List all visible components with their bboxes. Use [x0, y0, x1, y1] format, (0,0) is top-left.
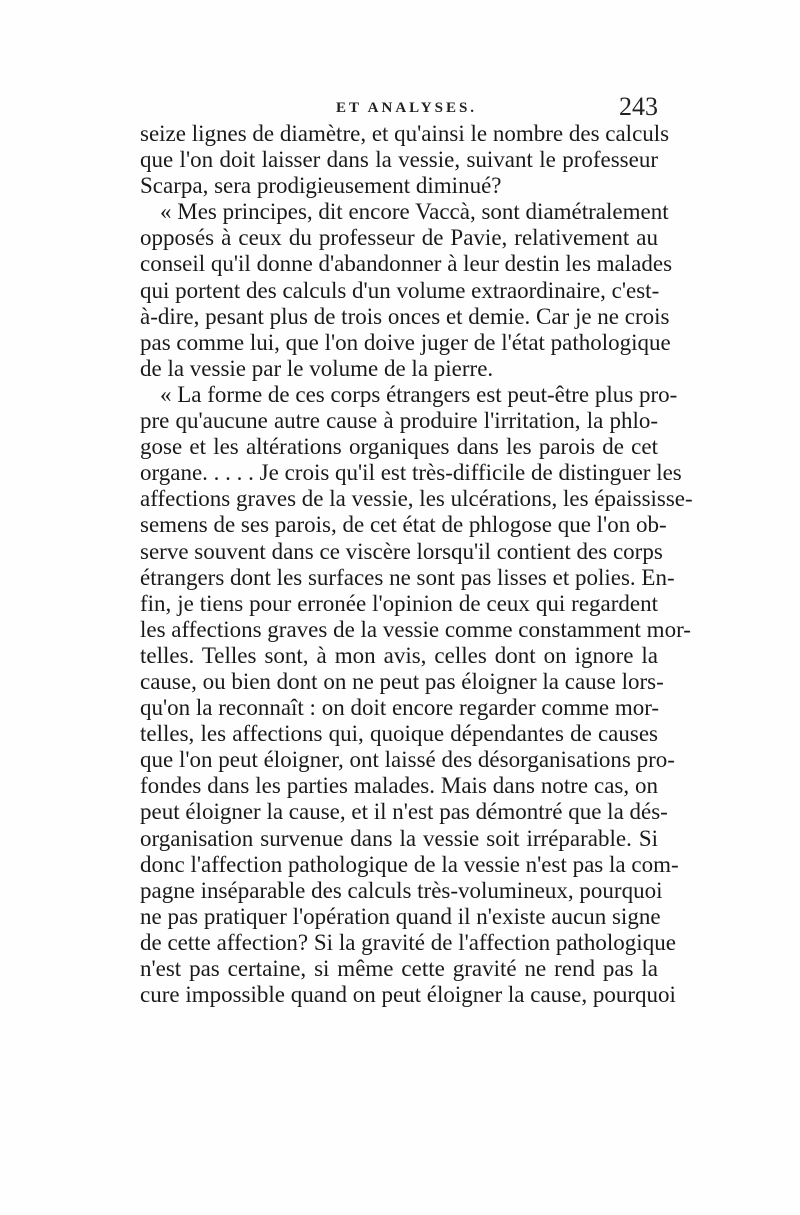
text-line: que l'on doit laisser dans la vessie, suivant le professeur: [140, 147, 658, 173]
text-line: « La forme de ces corps étrangers est peut-être plus pro-: [160, 381, 678, 407]
text-line: peut éloigner la cause, et il n'est pas démontré que la dés-: [140, 799, 668, 825]
text-line: pas comme lui, que l'on doive juger de l'état pathologique: [140, 329, 671, 355]
text-line: opposés à ceux du professeur de Pavie, relativement au: [140, 225, 658, 251]
text-line: gose et les altérations organiques dans les parois de cet: [140, 434, 658, 460]
text-line: de cette affection? Si la gravité de l'affection pathologique: [140, 929, 676, 955]
text-line: donc l'affection pathologique de la vessie n'est pas la com-: [140, 851, 679, 877]
text-line: à-dire, pesant plus de trois onces et demie. Car je ne crois: [140, 303, 670, 329]
text-line: que l'on peut éloigner, ont laissé des désorganisations pro-: [140, 747, 675, 773]
text-line: fondes dans les parties malades. Mais dans notre cas, on: [140, 773, 658, 799]
text-line: cause, ou bien dont on ne peut pas éloigner la cause lors-: [140, 668, 664, 694]
text-line: qu'on la reconnaît : on doit encore regarder comme mor-: [140, 695, 660, 721]
text-line: telles. Telles sont, à mon avis, celles dont on ignore la: [140, 642, 658, 668]
text-line: organe. . . . . Je crois qu'il est très-difficile de distinguer les: [140, 460, 682, 486]
text-line: n'est pas certaine, si même cette gravité ne rend pas la: [140, 956, 658, 981]
text-line: pagne inséparable des calculs très-volumineux, pourquoi: [140, 877, 663, 903]
body-text: [140, 121, 693, 1008]
text-line: ne pas pratiquer l'opération quand il n'existe aucun signe: [140, 903, 661, 929]
text-line: fin, je tiens pour erronée l'opinion de ceux qui regardent: [140, 590, 658, 616]
text-line: cure impossible quand on peut éloigner la cause, pourquoi: [140, 982, 676, 1008]
text-line: organisation survenue dans la vessie soit irréparable. Si: [140, 825, 658, 851]
text-line: pre qu'aucune autre cause à produire l'irritation, la phlo-: [140, 408, 658, 434]
running-head: ET ANALYSES.: [336, 100, 478, 116]
text-line: étrangers dont les surfaces ne sont pas lisses et polies. En-: [140, 564, 675, 590]
text-line: semens de ses parois, de cet état de phlogose que l'on ob-: [140, 512, 667, 538]
page-number: 243: [619, 92, 658, 121]
text-line: qui portent des calculs d'un volume extraordinaire, c'est-: [140, 277, 660, 303]
text-line: telles, les affections qui, quoique dépendantes de causes: [140, 721, 658, 747]
text-line: serve souvent dans ce viscère lorsqu'il contient des corps: [140, 538, 663, 564]
text-line: de la vessie par le volume de la pierre.: [140, 355, 494, 381]
text-line: seize lignes de diamètre, et qu'ainsi le nombre des calculs: [140, 121, 670, 146]
text-line: conseil qu'il donne d'abandonner à leur destin les malades: [140, 251, 673, 277]
text-line: « Mes principes, dit encore Vaccà, sont diamétralement: [160, 199, 669, 225]
text-line: affections graves de la vessie, les ulcérations, les épaississe-: [140, 486, 693, 512]
text-line: Scarpa, sera prodigieusement diminué?: [140, 173, 502, 199]
text-line: les affections graves de la vessie comme constamment mor-: [140, 616, 691, 642]
